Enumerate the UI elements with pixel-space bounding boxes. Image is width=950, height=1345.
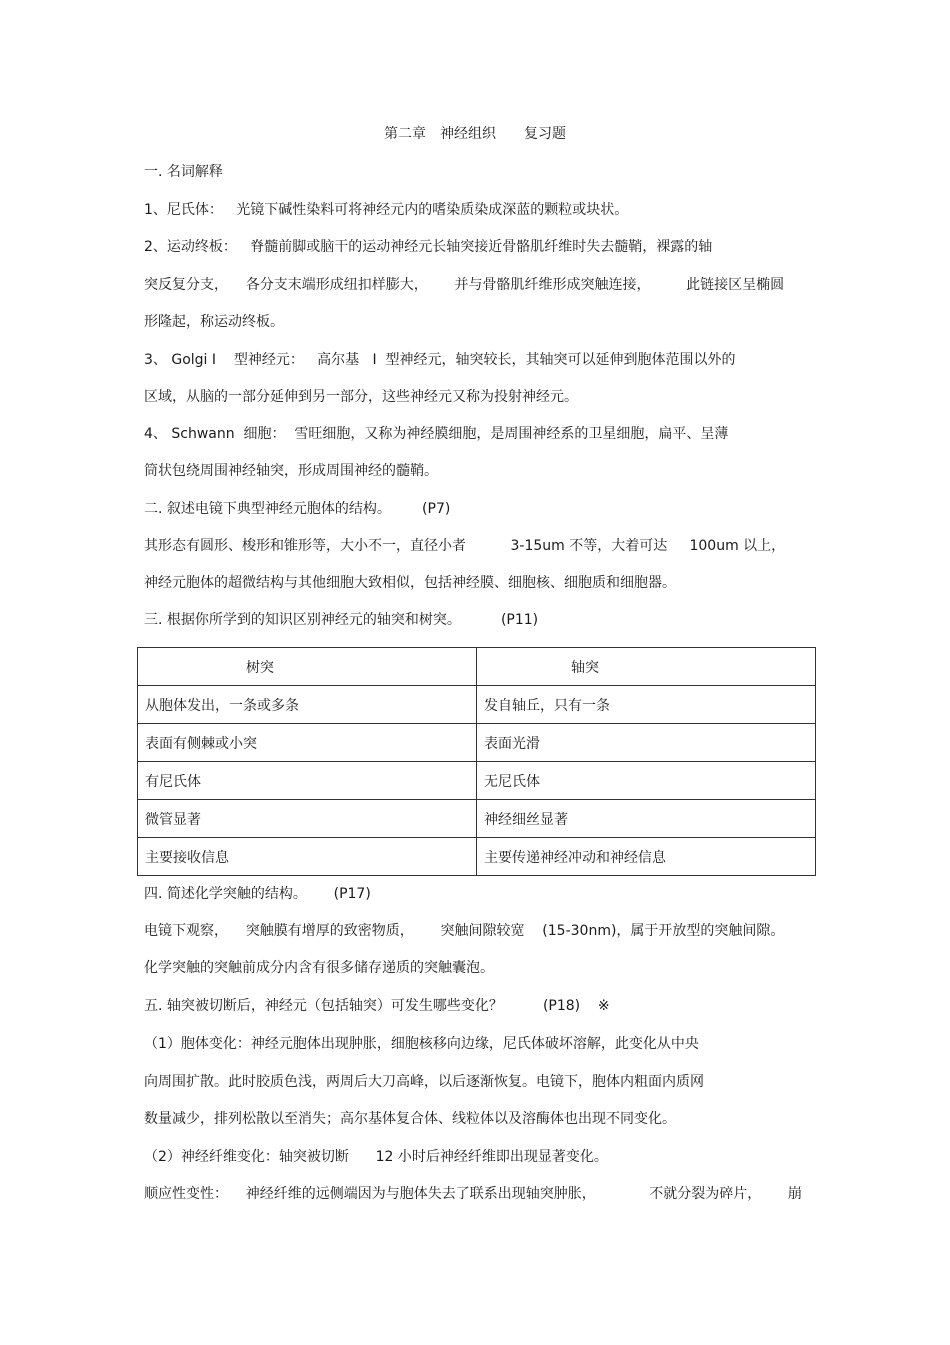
document-title: 第二章 神经组织 复习题 (384, 126, 566, 142)
table-cell: 主要接收信息 (138, 838, 477, 876)
text-line: 数量减少，排列松散以至消失；高尔基体复合体、线粒体以及溶酶体也出现不同变化。 (144, 1111, 676, 1127)
text-line: 电镜下观察， 突触膜有增厚的致密物质， 突触间隙较宽 (15-30nm)，属于开放型的突触间隙。 (144, 923, 785, 939)
text-line: 形隆起，称运动终板。 (144, 314, 284, 330)
table-cell: 表面有侧棘或小突 (138, 724, 477, 762)
section-2-heading: 二. 叙述电镜下典型神经元胞体的结构。 (P7) (144, 501, 451, 517)
table-row (138, 838, 816, 876)
section-1-heading: 一. 名词解释 (144, 164, 223, 180)
text-line: 3、 Golgi I 型神经元： 高尔基 I 型神经元，轴突较长，其轴突可以延伸到胞体范围以外的 (144, 352, 736, 368)
table-row (138, 686, 816, 724)
table-cell: 发自轴丘，只有一条 (477, 686, 816, 724)
table-row (138, 800, 816, 838)
text-line: （2）神经纤维变化：轴突被切断 12 小时后神经纤维即出现显著变化。 (144, 1149, 608, 1165)
text-line: 化学突触的突触前成分内含有很多储存递质的突触囊泡。 (144, 960, 494, 976)
text-line: 筒状包绕周围神经轴突，形成周围神经的髓鞘。 (144, 463, 438, 479)
text-line: （1）胞体变化：神经元胞体出现肿胀，细胞核移向边缘，尼氏体破坏溶解，此变化从中央 (144, 1036, 699, 1052)
text-line: 顺应性变性： 神经纤维的远侧端因为与胞体失去了联系出现轴突肿胀， 不就分裂为碎片， 崩 (144, 1186, 802, 1202)
table-cell: 无尼氏体 (477, 762, 816, 800)
table-header-dendrite: 树突 (138, 648, 477, 686)
section-3-heading: 三. 根据你所学到的知识区别神经元的轴突和树突。 (P11) (144, 612, 539, 628)
text-line: 神经元胞体的超微结构与其他细胞大致相似，包括神经膜、细胞核、细胞质和细胞器。 (144, 575, 676, 591)
table-row (138, 762, 816, 800)
table-row (138, 724, 816, 762)
table-cell: 从胞体发出，一条或多条 (138, 686, 477, 724)
text-line: 1、尼氏体： 光镜下碱性染料可将神经元内的嗜染质染成深蓝的颗粒或块状。 (144, 202, 629, 218)
table-header-axon: 轴突 (477, 648, 816, 686)
text-line: 区域，从脑的一部分延伸到另一部分，这些神经元又称为投射神经元。 (144, 389, 578, 405)
text-line: 其形态有圆形、梭形和锥形等，大小不一，直径小者 3-15um 不等，大着可达 100um 以上， (144, 538, 786, 554)
text-line: 突反复分支， 各分支末端形成纽扣样膨大， 并与骨骼肌纤维形成突触连接， 此链接区呈椭圆 (144, 277, 785, 293)
text-line: 2、运动终板： 脊髓前脚或脑干的运动神经元长轴突接近骨骼肌纤维时失去髓鞘，裸露的轴 (144, 239, 713, 255)
comparison-table (137, 647, 816, 876)
text-line: 4、 Schwann 细胞： 雪旺细胞，又称为神经膜细胞，是周围神经系的卫星细胞，扁平、呈薄 (144, 426, 729, 442)
section-4-heading: 四. 简述化学突触的结构。 (P17) (144, 886, 371, 902)
text-line: 向周围扩散。此时胶质色浅，两周后大刀高峰，以后逐渐恢复。电镜下，胞体内粗面内质网 (144, 1074, 704, 1090)
section-5-heading: 五. 轴突被切断后，神经元（包括轴突）可发生哪些变化？ (P18) ※ (144, 998, 610, 1014)
table-cell: 表面光滑 (477, 724, 816, 762)
table-cell: 微管显著 (138, 800, 477, 838)
table-cell: 神经细丝显著 (477, 800, 816, 838)
table-cell: 主要传递神经冲动和神经信息 (477, 838, 816, 876)
table-cell: 有尼氏体 (138, 762, 477, 800)
table-header-row (138, 648, 816, 686)
